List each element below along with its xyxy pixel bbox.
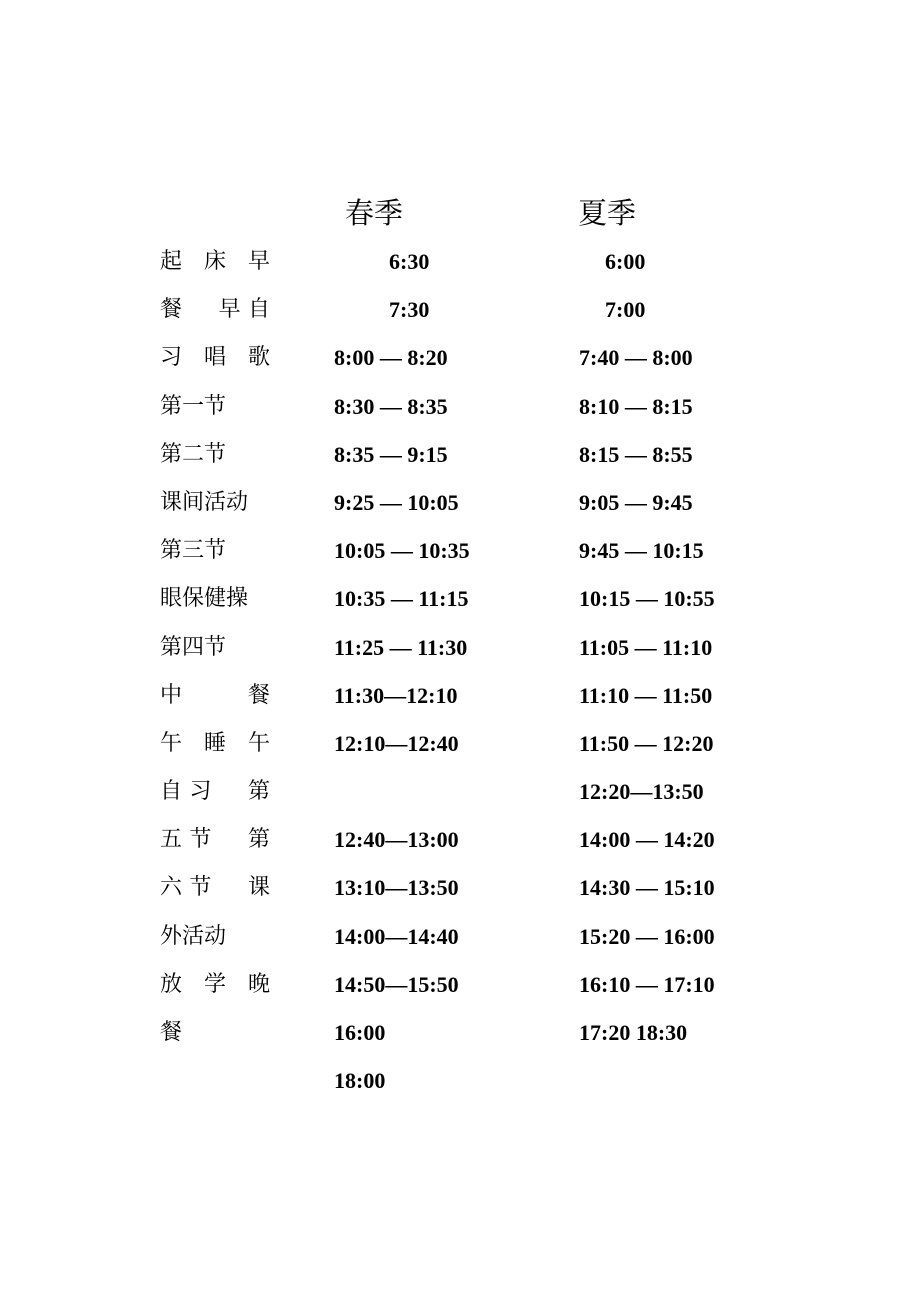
- spring-time: 7:30: [389, 297, 430, 323]
- activity-label: 第二节: [160, 441, 227, 467]
- spring-time: 10:35 — 11:15: [334, 586, 469, 612]
- activity-label: 习 唱 歌: [160, 345, 270, 371]
- spring-time: 14:50—15:50: [334, 971, 459, 997]
- summer-time: 11:50 — 12:20: [579, 730, 714, 756]
- activity-label: 第四节: [160, 634, 227, 660]
- summer-time: 16:10 — 17:10: [579, 971, 715, 997]
- spring-time: 6:30: [389, 249, 430, 274]
- spring-time: 10:05 — 10:35: [334, 538, 470, 564]
- spring-time: 11:25 — 11:30: [334, 634, 468, 660]
- activity-label: 餐 早自: [160, 297, 270, 323]
- activity-label: 第三节: [160, 538, 227, 564]
- summer-time: 6:00: [605, 249, 646, 274]
- spring-header: 春季: [345, 196, 404, 230]
- summer-header: 夏季: [578, 196, 637, 230]
- activity-label: 中 餐: [160, 682, 270, 708]
- activity-label: 五节 第: [160, 827, 270, 853]
- summer-time: 8:15 — 8:55: [579, 441, 693, 467]
- activity-label: 起 床 早: [160, 249, 270, 274]
- summer-time: 11:05 — 11:10: [579, 634, 713, 660]
- spring-time: 14:00—14:40: [334, 923, 459, 949]
- spring-time: 16:00: [334, 1020, 386, 1045]
- spring-time: 8:35 — 9:15: [334, 441, 448, 467]
- summer-time: 10:15 — 10:55: [579, 586, 715, 612]
- activity-label: 六节 课: [160, 875, 270, 901]
- summer-time: 11:10 — 11:50: [579, 682, 713, 708]
- spring-time: 9:25 — 10:05: [334, 489, 459, 515]
- activity-label: 第一节: [160, 393, 227, 419]
- summer-time: 14:30 — 15:10: [579, 875, 715, 901]
- activity-label: 眼保健操: [160, 586, 249, 612]
- summer-time: 14:00 — 14:20: [579, 827, 715, 853]
- activity-label: 午 睡 午: [160, 730, 270, 756]
- summer-time: 12:20—13:50: [579, 779, 704, 805]
- spring-time: 13:10—13:50: [334, 875, 459, 901]
- summer-time-column: [579, 242, 819, 1061]
- spring-time: 11:30—12:10: [334, 682, 458, 708]
- summer-time: 15:20 — 16:00: [579, 923, 715, 949]
- spring-time-column: [334, 242, 564, 1109]
- spring-time: [334, 772, 564, 820]
- summer-time: 9:05 — 9:45: [579, 489, 693, 515]
- spring-time: 8:30 — 8:35: [334, 393, 448, 419]
- summer-time: 17:20 18:30: [579, 1020, 688, 1045]
- spring-time: 12:40—13:00: [334, 827, 459, 853]
- spring-time: 12:10—12:40: [334, 730, 459, 756]
- activity-label: 自习 第: [160, 779, 270, 805]
- spring-time: 18:00: [334, 1068, 386, 1094]
- activity-label: 放 学 晚: [160, 971, 270, 997]
- activity-label-column: [160, 242, 270, 1061]
- summer-time: 7:00: [605, 297, 646, 323]
- activity-label: 课间活动: [160, 489, 249, 515]
- activity-label: 餐: [160, 1020, 183, 1045]
- spring-time: 8:00 — 8:20: [334, 345, 448, 371]
- activity-label: 外活动: [160, 923, 227, 949]
- summer-time: 9:45 — 10:15: [579, 538, 704, 564]
- summer-time: 7:40 — 8:00: [579, 345, 693, 371]
- summer-time: 8:10 — 8:15: [579, 393, 693, 419]
